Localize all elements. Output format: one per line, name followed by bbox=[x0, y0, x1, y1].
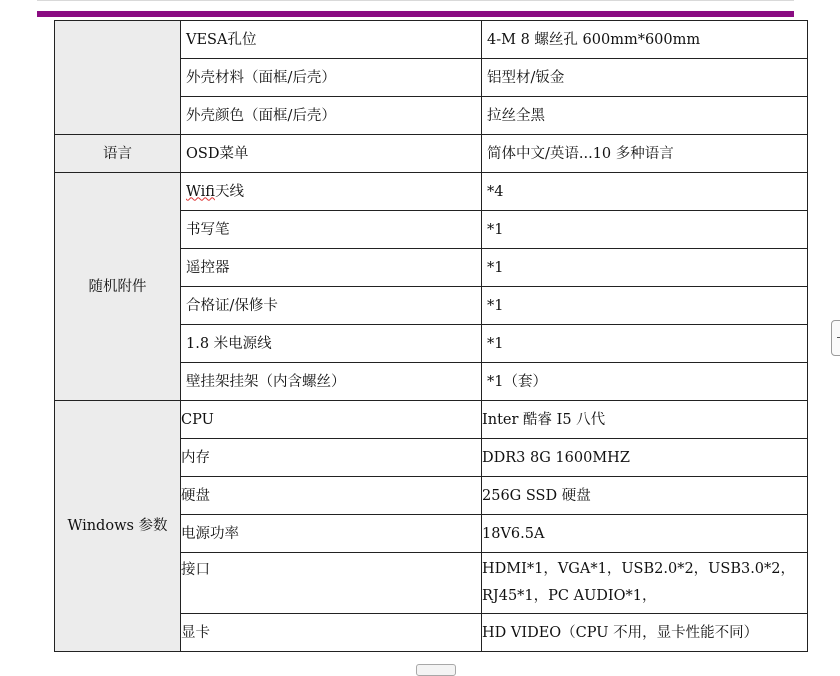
table-row bbox=[55, 173, 808, 211]
item-cell: 接口 bbox=[181, 553, 482, 614]
value-cell: 拉丝全黑 bbox=[482, 97, 808, 135]
value-cell: *1 bbox=[482, 249, 808, 287]
bottom-scroll-handle[interactable] bbox=[416, 664, 456, 676]
value-cell: *1 bbox=[482, 325, 808, 363]
value-cell: *1 bbox=[482, 211, 808, 249]
header-accent-band bbox=[37, 11, 794, 17]
item-cell bbox=[181, 173, 482, 211]
page-top-line bbox=[37, 0, 794, 1]
item-cell: 外壳颜色（面框/后壳） bbox=[181, 97, 482, 135]
value-cell: *1 bbox=[482, 287, 808, 325]
item-cell: 遥控器 bbox=[181, 249, 482, 287]
item-cell: 合格证/保修卡 bbox=[181, 287, 482, 325]
value-cell: *1（套） bbox=[482, 363, 808, 401]
item-cell: 电源功率 bbox=[181, 515, 482, 553]
value-cell: *4 bbox=[482, 173, 808, 211]
category-cell: 语言 bbox=[55, 135, 181, 173]
item-cell: 书写笔 bbox=[181, 211, 482, 249]
spec-table bbox=[54, 20, 808, 652]
item-cell: 外壳材料（面框/后壳） bbox=[181, 59, 482, 97]
item-cell: 1.8 米电源线 bbox=[181, 325, 482, 363]
value-cell: 18V6.5A bbox=[482, 515, 808, 553]
value-cell: HDMI*1，VGA*1，USB2.0*2，USB3.0*2，RJ45*1，PC AUDIO*1， bbox=[482, 553, 808, 614]
table-row bbox=[55, 401, 808, 439]
value-cell: 铝型材/钣金 bbox=[482, 59, 808, 97]
item-cell: CPU bbox=[181, 401, 482, 439]
spellcheck-word: Wifi bbox=[186, 183, 215, 200]
item-text: 天线 bbox=[214, 183, 244, 200]
item-cell: VESA孔位 bbox=[181, 21, 482, 59]
item-cell: 显卡 bbox=[181, 614, 482, 652]
side-collapse-handle[interactable] bbox=[831, 320, 840, 356]
category-cell bbox=[55, 21, 181, 135]
category-cell: 随机附件 bbox=[55, 173, 181, 401]
item-cell: 硬盘 bbox=[181, 477, 482, 515]
value-cell: 256G SSD 硬盘 bbox=[482, 477, 808, 515]
item-cell: OSD菜单 bbox=[181, 135, 482, 173]
item-cell: 内存 bbox=[181, 439, 482, 477]
table-row bbox=[55, 21, 808, 59]
value-cell: HD VIDEO（CPU 不用，显卡性能不同） bbox=[482, 614, 808, 652]
table-row bbox=[55, 135, 808, 173]
category-cell: Windows 参数 bbox=[55, 401, 181, 652]
value-cell: DDR3 8G 1600MHZ bbox=[482, 439, 808, 477]
item-cell: 壁挂架挂架（内含螺丝） bbox=[181, 363, 482, 401]
value-cell: 4-M 8 螺丝孔 600mm*600mm bbox=[482, 21, 808, 59]
value-cell: 简体中文/英语...10 多种语言 bbox=[482, 135, 808, 173]
value-cell: Inter 酷睿 I5 八代 bbox=[482, 401, 808, 439]
